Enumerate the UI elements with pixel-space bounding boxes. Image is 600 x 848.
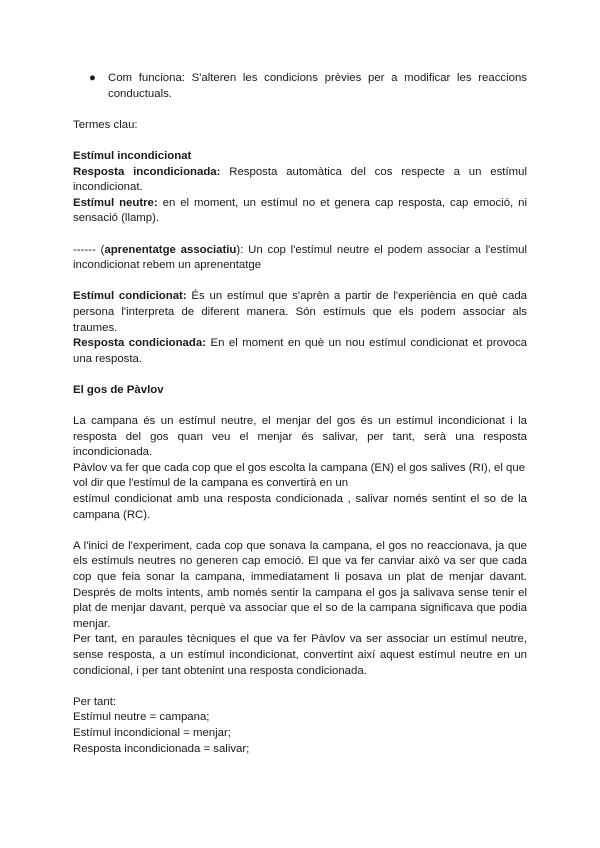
ei-title xyxy=(73,149,527,165)
ri-text: Resposta automàtica del cos respecte a un estímul incondicionat. xyxy=(73,165,527,194)
pavlov-paragraph-4: Per tant, en paraules tècniques el que va fer Pàvlov va ser associar un estímul neutre, sense resposta, a un estímul incondicionat, convertint així aquest estímul neutre en un condicional, i per tant obtenint una resposta condicionada. xyxy=(73,633,527,677)
ec-definition xyxy=(73,289,527,336)
summary-line: Estímul neutre = campana; xyxy=(73,711,210,724)
pavlov-heading xyxy=(73,383,527,399)
rc-text: En el moment en què un nou estímul condicionat et provoca una resposta. xyxy=(73,337,528,365)
document-page xyxy=(73,64,527,757)
summary-line: Resposta incondicionada = salivar; xyxy=(73,742,250,755)
terms-heading: Termes clau: xyxy=(73,118,138,131)
bullet-text: Com funciona: S'alteren les condicions prèvies per a modificar les reaccions conductuals. xyxy=(108,72,527,100)
rc-definition xyxy=(73,336,527,367)
ec-label: Estímul condicionat: xyxy=(73,290,187,303)
assoc-label: aprenentatge associatiu xyxy=(104,243,237,256)
assoc-text: ): Un cop l'estímul neutre el podem associar a l'estímul incondicionat rebem un aprenentatge xyxy=(73,243,528,272)
en-label: Estímul neutre: xyxy=(73,196,158,209)
pavlov-paragraph-3: A l'inici de l'experiment, cada cop que sonava la campana, el gos no reaccionava, ja que els estímuls neutres no generen cap emoció. El que va fer canviar això va ser que cada cop que feia sonar la campana, immediatament li posava un plat de menjar davant. Després de molts intents, amb només sentir la campana el gos ja salivava sense tenir el plat de menjar davant, perquè va associar que el so de la campana significava que podia menjar. xyxy=(73,539,527,630)
pavlov-paragraph-1: La campana és un estímul neutre, el menjar del gos és un estímul incondicionat i la resposta del gos quan veu el menjar és salivar, per tant, serà una resposta incondicionada. xyxy=(73,415,527,459)
bullet-dot-icon: ● xyxy=(89,72,96,84)
en-definition xyxy=(73,196,527,227)
rc-label: Resposta condicionada: xyxy=(73,337,206,350)
assoc-dash: ------ ( xyxy=(73,243,105,256)
ec-text: És un estímul que s'aprèn a partir de l'experiència en què cada persona l'interpreta de diferent manera. Són estímuls que els podem associar als traumes. xyxy=(73,290,528,334)
ei-title-text: Estímul incondicionat xyxy=(73,149,192,162)
summary-heading: Per tant: xyxy=(73,695,117,708)
en-text: en el moment, un estímul no et genera cap resposta, cap emoció, ni sensació (llamp). xyxy=(73,196,527,225)
ri-definition xyxy=(73,165,527,196)
ri-label: Resposta incondicionada: xyxy=(73,165,221,178)
summary-line: Estímul incondicional = menjar; xyxy=(73,726,231,739)
pavlov-paragraph-2a: Pàvlov va fer que cada cop que el gos escolta la campana (EN) el gos salives (RI), el que vol dir que l'estímul de la campana es convertirà en un xyxy=(73,461,526,490)
bullet-item xyxy=(73,71,527,102)
pavlov-paragraph-2b: estímul condicionat amb una resposta condicionada , salivar només sentint el so de la campana (RC). xyxy=(73,493,527,521)
pavlov-heading-text: El gos de Pàvlov xyxy=(73,383,164,396)
assoc-definition xyxy=(73,243,527,274)
